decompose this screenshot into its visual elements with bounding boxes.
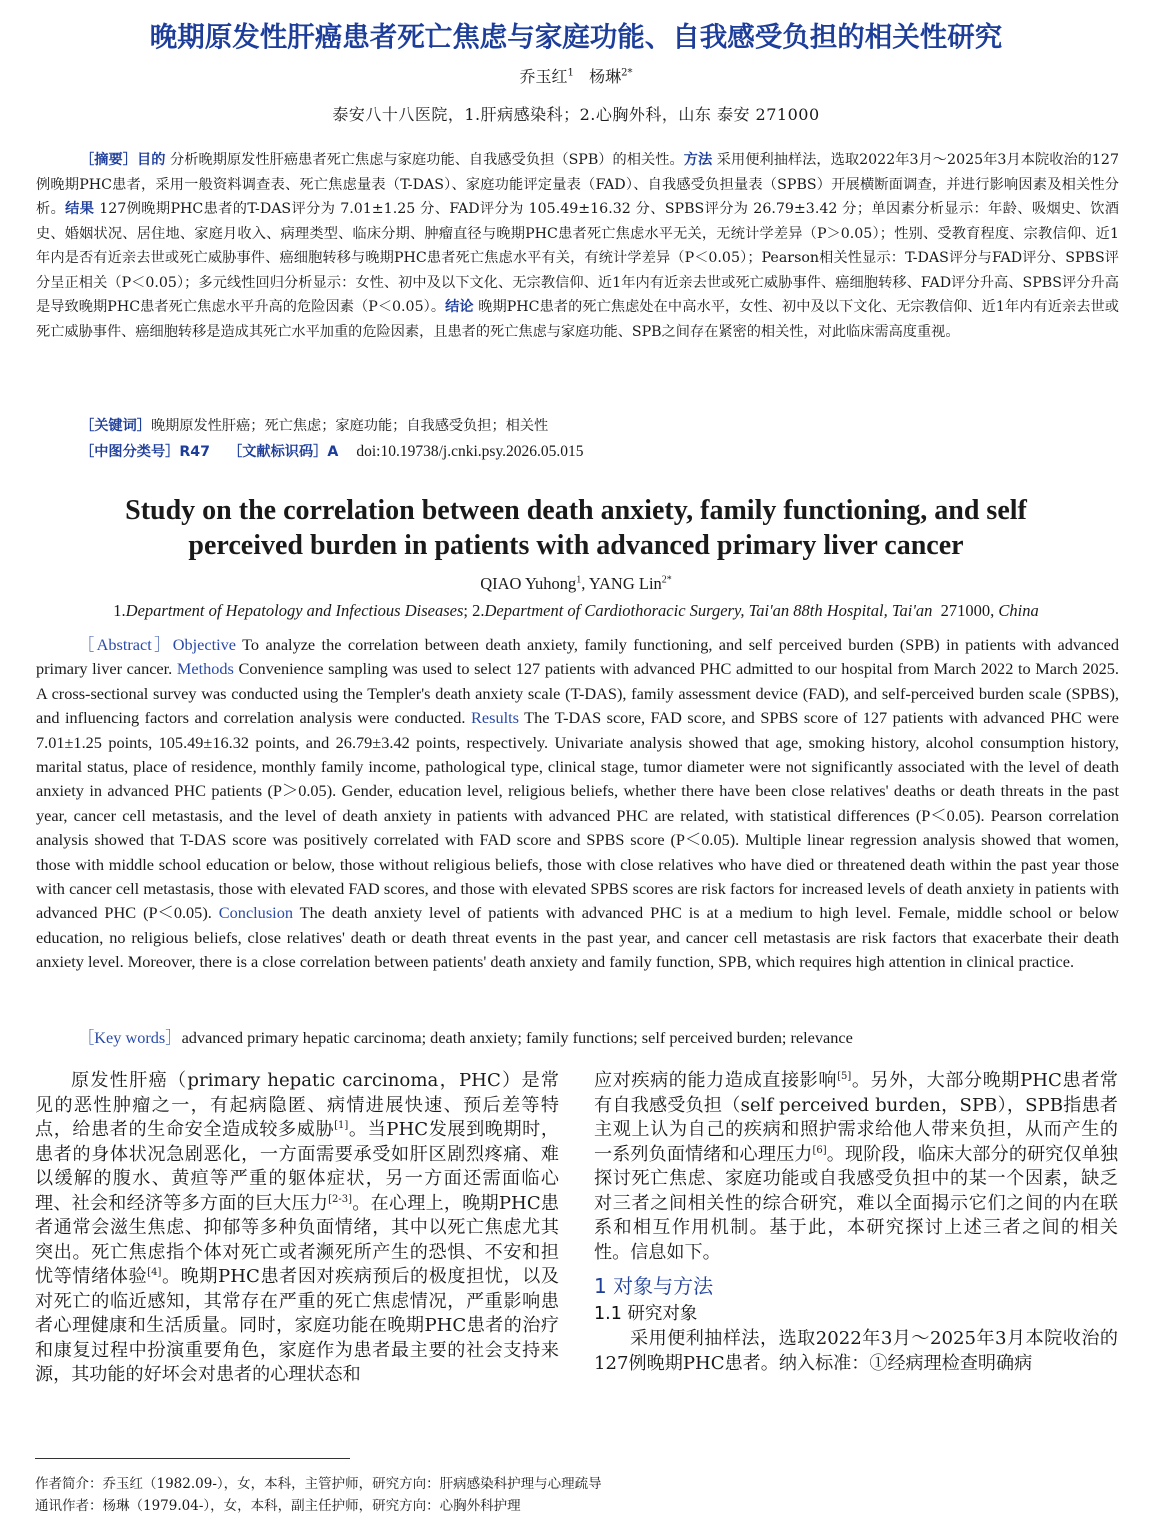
conclusion-label: 结论	[445, 299, 474, 315]
doc-code-label: ［文献标识码］A	[228, 444, 339, 460]
body-paragraph: 采用便利抽样法，选取2022年3月～2025年3月本院收治的127例晚期PHC患者。纳入标准：①经病理检查明确病	[594, 1328, 1118, 1374]
subsection-heading: 1.1 研究对象	[594, 1304, 698, 1324]
author-name: 乔玉红	[519, 67, 568, 86]
affil-dept: Department of Cardiothoracic Surgery	[484, 601, 741, 620]
affil-dept: Department of Hepatology and Infectious Diseases	[125, 601, 464, 620]
citation: [4]	[147, 1266, 162, 1278]
conclusion-text-en: The death anxiety level of patients with advanced PHC is at a medium to high level. Female, middle school or below education, no religious beliefs, close relatives' death or death threat events in the past year, and cancer cell metastasis are risk factors that exacerbate their death anxiety level. Moreover, there is a close correlation between patients' death anxiety and family function, SPB, which requires high attention in clinical practice.	[36, 903, 1120, 972]
methods-label-en: Methods	[176, 659, 234, 679]
doi: doi:10.19738/j.cnki.psy.2026.05.015	[356, 443, 584, 460]
author-name: 杨琳	[589, 67, 622, 86]
authors-en: QIAO Yuhong$^1$, YANG Lin$^{2*}$	[480, 574, 672, 593]
footnote-author-intro: 作者简介：乔玉红（1982.09-），女，本科，主管护师，研究方向：肝病感染科护理与心理疏导	[35, 1476, 602, 1492]
body-text: 。晚期PHC患者因对疾病预后的极度担忧，以及对死亡的临近感知，其常存在严重的死亡焦虑情况，严重影响患者心理健康和生活质量。同时，家庭功能在晚期PHC患者的治疗和康复过程中扮演重要角色，家庭作为患者最主要的社会支持来源，其功能的好坏会对患者的心理状态和	[35, 1266, 559, 1385]
body-paragraph	[594, 1069, 1118, 1265]
conclusion-text: 晚期PHC患者的死亡焦虑处在中高水平，女性、初中及以下文化、无宗教信仰、近1年内有近亲去世或死亡威胁事件、癌细胞转移是造成其死亡水平加重的危险因素，且患者的死亡焦虑与家庭功能、SPB之间存在紧密的相关性，对此临床需高度重视。	[36, 299, 1119, 340]
keywords-cn	[80, 414, 548, 439]
authors-cn	[0, 64, 1152, 87]
footnote-divider	[35, 1458, 350, 1459]
paper-title-cn: 晚期原发性肝癌患者死亡焦虑与家庭功能、自我感受负担的相关性研究	[149, 21, 1003, 53]
citation: [5]	[837, 1070, 852, 1082]
results-text: 127例晚期PHC患者的T-DAS评分为 7.01±1.25 分、FAD评分为 105.49±16.32 分、SPBS评分为 26.79±3.42 分；单因素分析显示：年龄、吸烟史、饮酒史、婚姻状况、居住地、家庭月收入、病理类型、临床分期、肿瘤直径与晚期PHC患者死亡焦虑水平无关，无统计学差异（P＞0.05）；性别、受教育程度、宗教信仰、近1年内是否有近亲去世或死亡威胁事件、癌细胞转移与晚期PHC患者死亡焦虑水平有关，有统计学差异（P＜0.05）；Pearson相关性显示：T-DAS评分与FAD评分、SPBS评分呈正相关（P＜0.05）；多元线性回归分析显示：女性、初中及以下文化、无宗教信仰、近1年内有近亲去世或死亡威胁事件、癌细胞转移、FAD评分升高、SPBS评分升高是导致晚期PHC患者死亡焦虑水平升高的危险因素（P＜0.05）。	[36, 201, 1119, 315]
affil-num: ; 2.	[463, 601, 485, 620]
body-text: 。现阶段，临床大部分的研究仅单独探讨死亡焦虑、家庭功能或自我感受负担中的某一个因素，缺乏对三者之间相关性的综合研究，难以全面揭示它们之间的内在联系和相互作用机制。基于此，本研究探讨上述三者之间的相关性。信息如下。	[594, 1143, 1118, 1263]
methods-text: 采用便利抽样法，选取2022年3月～2025年3月本院收治的127例晚期PHC患者，采用一般资料调查表、死亡焦虑量表（T-DAS）、家庭功能评定量表（FAD）、自我感受负担量表（SPBS）开展横断面调查，并进行影响因素及相关性分析。	[36, 152, 1119, 217]
methods-label: 方法	[683, 152, 713, 168]
affil-country: China	[998, 601, 1039, 620]
keywords-label-en: ［Key words］	[78, 1028, 182, 1047]
citation: [6]	[812, 1144, 827, 1156]
objective-label-en: Objective	[172, 635, 236, 654]
affiliation-en	[0, 601, 1152, 621]
keywords-text-en: advanced primary hepatic carcinoma; death anxiety; family functions; self perceived burden; relevance	[181, 1028, 853, 1047]
methods-text-en: Convenience sampling was used to select 127 patients with advanced PHC admitted to our hospital from March 2022 to March 2025. A cross-sectional survey was conducted using the Templer's death anxiety scale (T-DAS), family assessment device (FAD), and self-perceived burden scale (SPBS), and influencing factors and correlation analysis were conducted.	[36, 659, 1119, 728]
author-affil-mark: 1	[567, 67, 574, 79]
objective-text: 分析晚期原发性肝癌患者死亡焦虑与家庭功能、自我感受负担（SPB）的相关性。	[170, 152, 684, 168]
title-en-line: Study on the correlation between death anxiety, family functioning, and self	[125, 495, 1027, 526]
affil-hospital: , Tai'an 88	[740, 601, 810, 620]
author-affil-mark: 1	[576, 574, 582, 586]
abstract-cn	[36, 148, 1119, 344]
objective-label: 目的	[136, 152, 166, 168]
paper-title-en	[0, 493, 1152, 563]
conclusion-label-en: Conclusion	[218, 903, 293, 923]
body-text: 。在心理上，晚期PHC患者通常会滋生焦虑、抑郁等多种负面情绪，其中以死亡焦虑尤其突出。死亡焦虑指个体对死亡或者濒死所产生的恐惧、不安和担忧等情绪体验	[35, 1192, 559, 1287]
body-text: 。当PHC发展到晚期时，患者的身体状况急剧恶化，一方面需要承受如肝区剧烈疼痛、难以缓解的腹水、黄疸等严重的躯体症状，另一方面还需面临心理、社会和经济等多方面的巨大压力	[35, 1119, 559, 1214]
affil-num: 1.	[113, 601, 126, 620]
abstract-label-en: ［Abstract］	[78, 635, 173, 654]
keywords-text: 晚期原发性肝癌；死亡焦虑；家庭功能；自我感受负担；相关性	[150, 418, 549, 434]
body-column-left	[35, 1069, 559, 1388]
results-label: 结果	[65, 201, 95, 217]
footnote-corresponding: 通讯作者：杨琳（1979.04-），女，本科，副主任护师，研究方向：心胸外科护理	[35, 1498, 521, 1514]
results-text-en: The T-DAS score, FAD score, and SPBS score of 127 patients with advanced PHC were 7.01±1.25 points, 105.49±16.32 points, and 26.79±3.42 points, respectively. Univariate analysis showed that age, smoking history, alcohol consumption history, marital status, place of residence, monthly family income, pathological type, clinical stage, tumor diameter were not significantly associated with the level of death anxiety in advanced PHC patients (P＞0.05). Gender, education level, religious beliefs, whether there have been close relatives' deaths or death threats in the past year, cancer cell metastasis, and the level of death anxiety in patients with advanced PHC are related, with statistical differences (P＜0.05). Pearson correlation analysis showed that T-DAS score was positively correlated with FAD score and SPBS score (P＜0.05). Multiple linear regression analysis showed that women, those with middle school education or below, those without religious beliefs, those with close relatives who have died or threatened death within the past year those with cancer cell metastasis, those with elevated FAD scores, and those with elevated SPBS scores are risk factors for increased levels of death anxiety in patients with advanced PHC (P＜0.05).	[36, 708, 1119, 923]
affil-hospital: th Hospital	[809, 601, 884, 620]
body-column-right	[594, 1069, 1118, 1376]
keywords-en	[78, 1024, 853, 1048]
affil-city: , Tai'an	[883, 601, 933, 620]
citation: [2-3]	[328, 1193, 353, 1205]
body-text: 原发性肝癌（primary hepatic carcinoma，PHC）是常见的恶性肿瘤之一，有起病隐匿、病情进展快速、预后差等特点，给患者的生命安全造成较多威胁	[35, 1070, 559, 1140]
body-paragraph	[35, 1069, 559, 1388]
results-label-en: Results	[471, 708, 519, 728]
title-en-line: perceived burden in patients with advanced primary liver cancer	[188, 530, 964, 561]
abstract-label: ［摘要］	[80, 152, 137, 168]
objective-text-en: To analyze the correlation between death anxiety, family functioning, and self perceived burden (SPB) in patients with advanced primary liver cancer.	[36, 635, 1119, 679]
citation: [1]	[334, 1119, 349, 1131]
abstract-en	[36, 633, 1119, 975]
author-name-en: YANG Lin	[588, 574, 662, 593]
affiliation-cn: 泰安八十八医院，1.肝病感染科；2.心胸外科，山东 泰安 271000	[332, 105, 820, 124]
body-text: 。另外，大部分晚期PHC患者常有自我感受负担（self perceived burden，SPB），SPB指患者主观上认为自己的疾病和照护需求给他人带来负担，从而产生的一系列负面情绪和心理压力	[594, 1070, 1118, 1165]
clc-label: ［中图分类号］R47	[80, 444, 210, 460]
body-text: 应对疾病的能力造成直接影响	[594, 1070, 838, 1091]
author-affil-mark: 2*	[661, 574, 672, 586]
keywords-label: ［关键词］	[80, 418, 151, 434]
author-affil-mark: 2*	[621, 67, 633, 79]
section-heading: 1 对象与方法	[594, 1274, 714, 1298]
author-name-en: QIAO Yuhong	[480, 574, 577, 593]
affil-zip: 271000,	[932, 601, 999, 620]
classification-line	[80, 440, 584, 465]
